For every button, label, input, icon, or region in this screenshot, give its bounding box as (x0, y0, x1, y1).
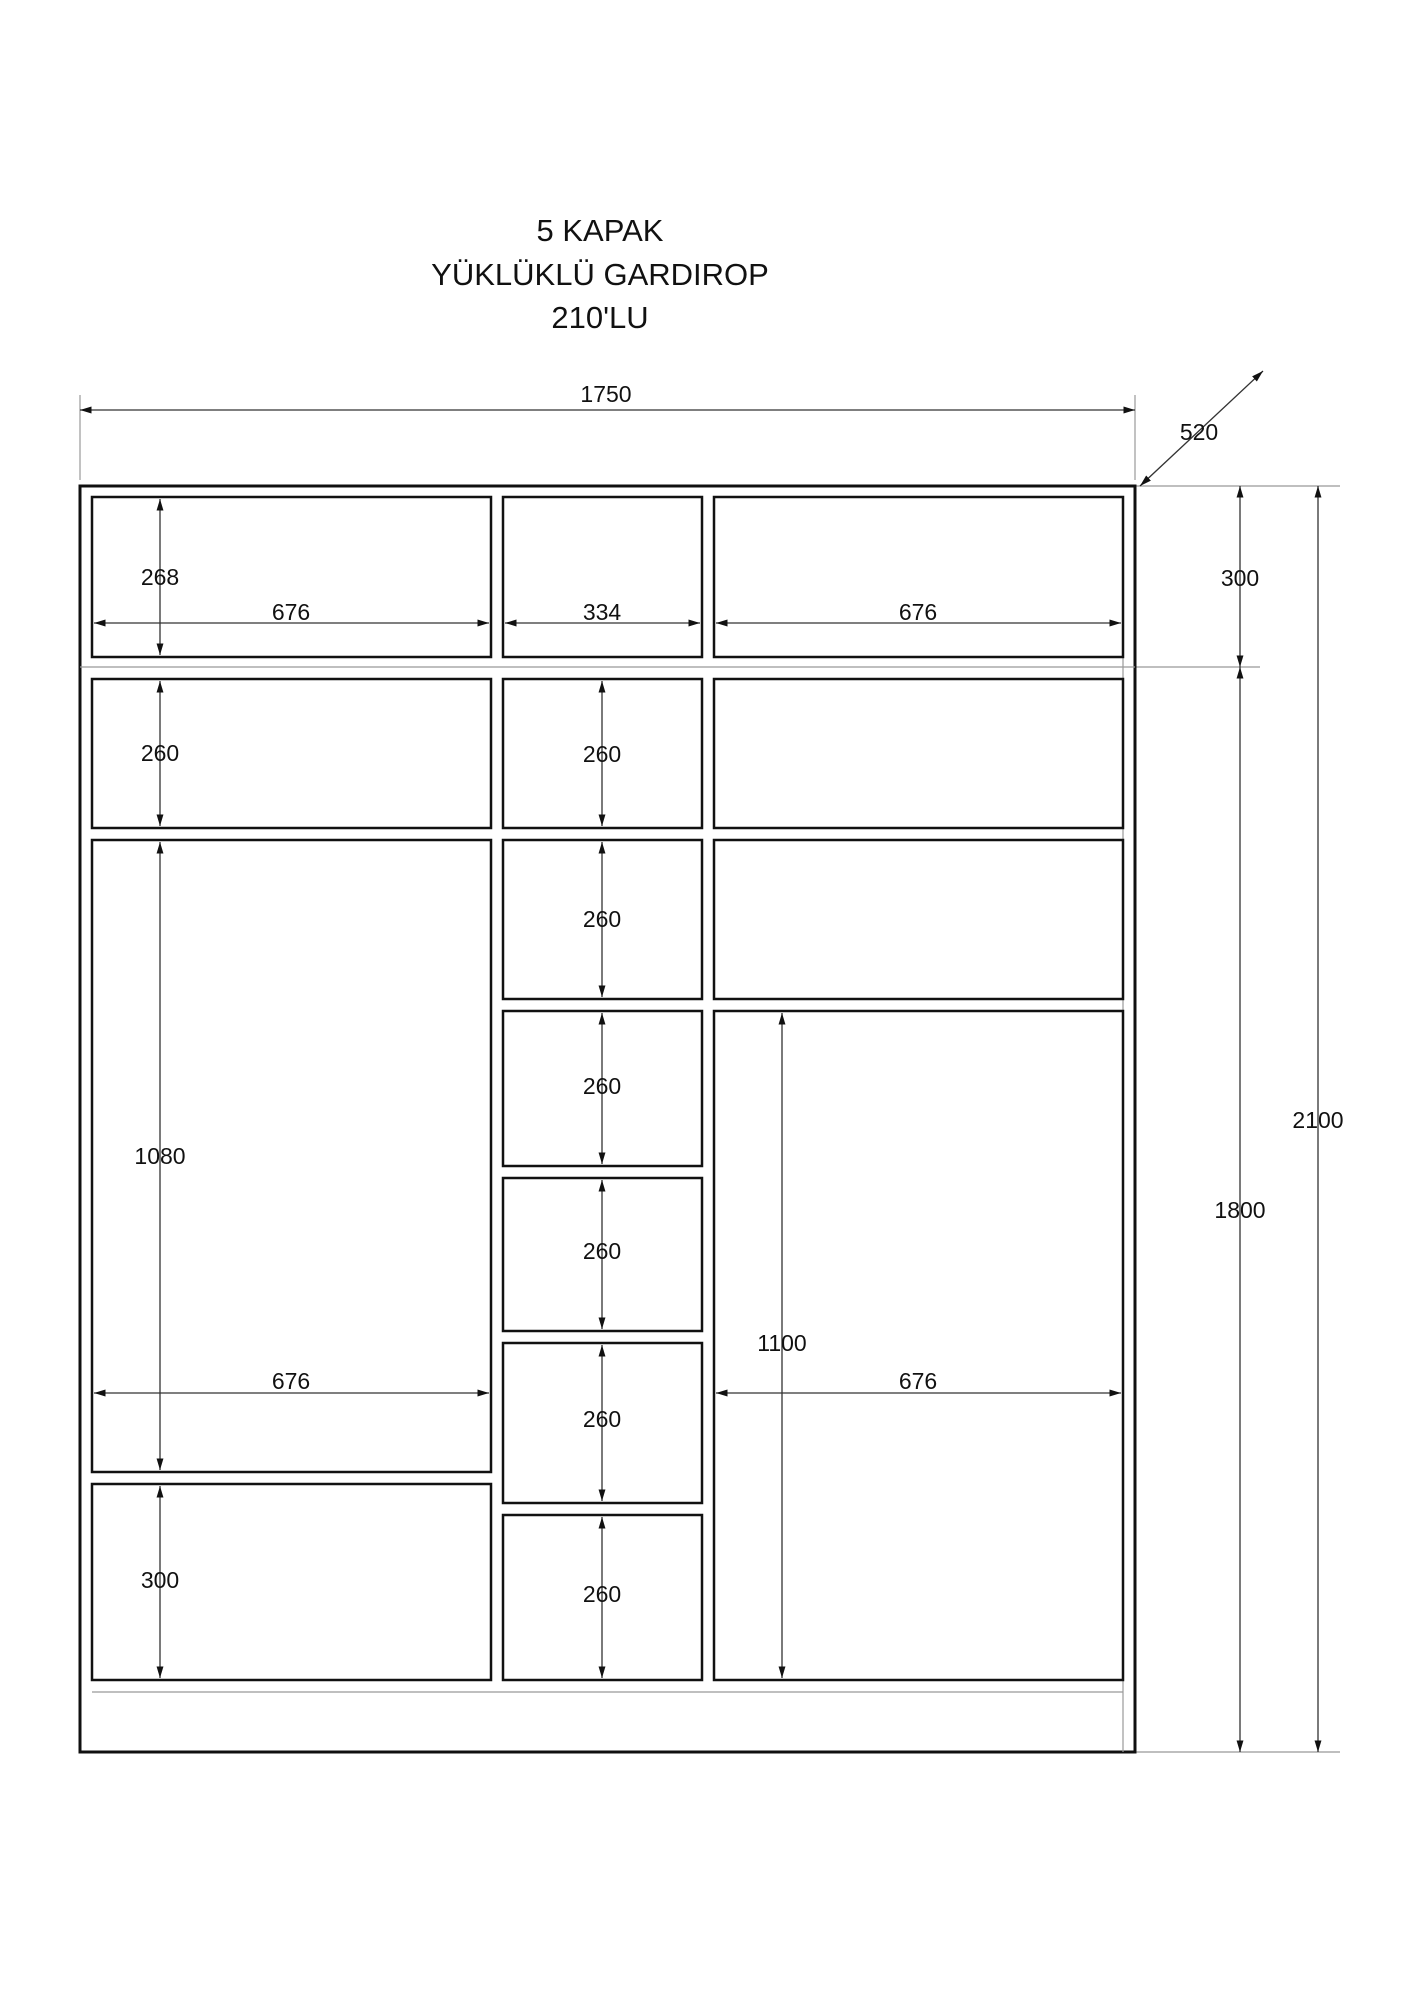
top-height-label: 300 (1220, 565, 1260, 591)
right-top-shelf (714, 679, 1123, 828)
top-left-width-label: 676 (271, 599, 311, 625)
top-right-width-label: 676 (898, 599, 938, 625)
left-shelf-height-label: 260 (140, 740, 180, 766)
wardrobe-inner-edge (80, 486, 1135, 1752)
middle-height-label: 260 (582, 1073, 622, 1099)
top-right-compartment (714, 497, 1123, 657)
title-line-3: 210'LU (551, 300, 649, 335)
top-inner-height-label: 268 (140, 564, 180, 590)
total-height-label: 2100 (1292, 1107, 1344, 1133)
body-height-label: 1800 (1214, 1197, 1266, 1223)
left-hanging-width-label: 676 (271, 1368, 311, 1394)
overall-width-label: 1750 (580, 381, 632, 407)
wardrobe-outer-frame (80, 486, 1135, 1752)
top-middle-compartment (503, 497, 702, 657)
top-middle-width-label: 334 (582, 599, 622, 625)
middle-height-label: 260 (582, 1406, 622, 1432)
left-bottom-height-label: 300 (140, 1567, 180, 1593)
middle-height-label: 260 (582, 1581, 622, 1607)
middle-height-label: 260 (582, 741, 622, 767)
depth-label: 520 (1179, 419, 1219, 445)
right-hanging-width-label: 676 (898, 1368, 938, 1394)
middle-height-label: 260 (582, 1238, 622, 1264)
title-line-1: 5 KAPAK (536, 213, 664, 248)
title-line-2: YÜKLÜKLÜ GARDIROP (431, 257, 769, 292)
middle-height-label: 260 (582, 906, 622, 932)
right-second-shelf (714, 840, 1123, 999)
right-hanging-height-label: 1100 (757, 1330, 807, 1356)
left-hanging-height-label: 1080 (134, 1143, 186, 1169)
